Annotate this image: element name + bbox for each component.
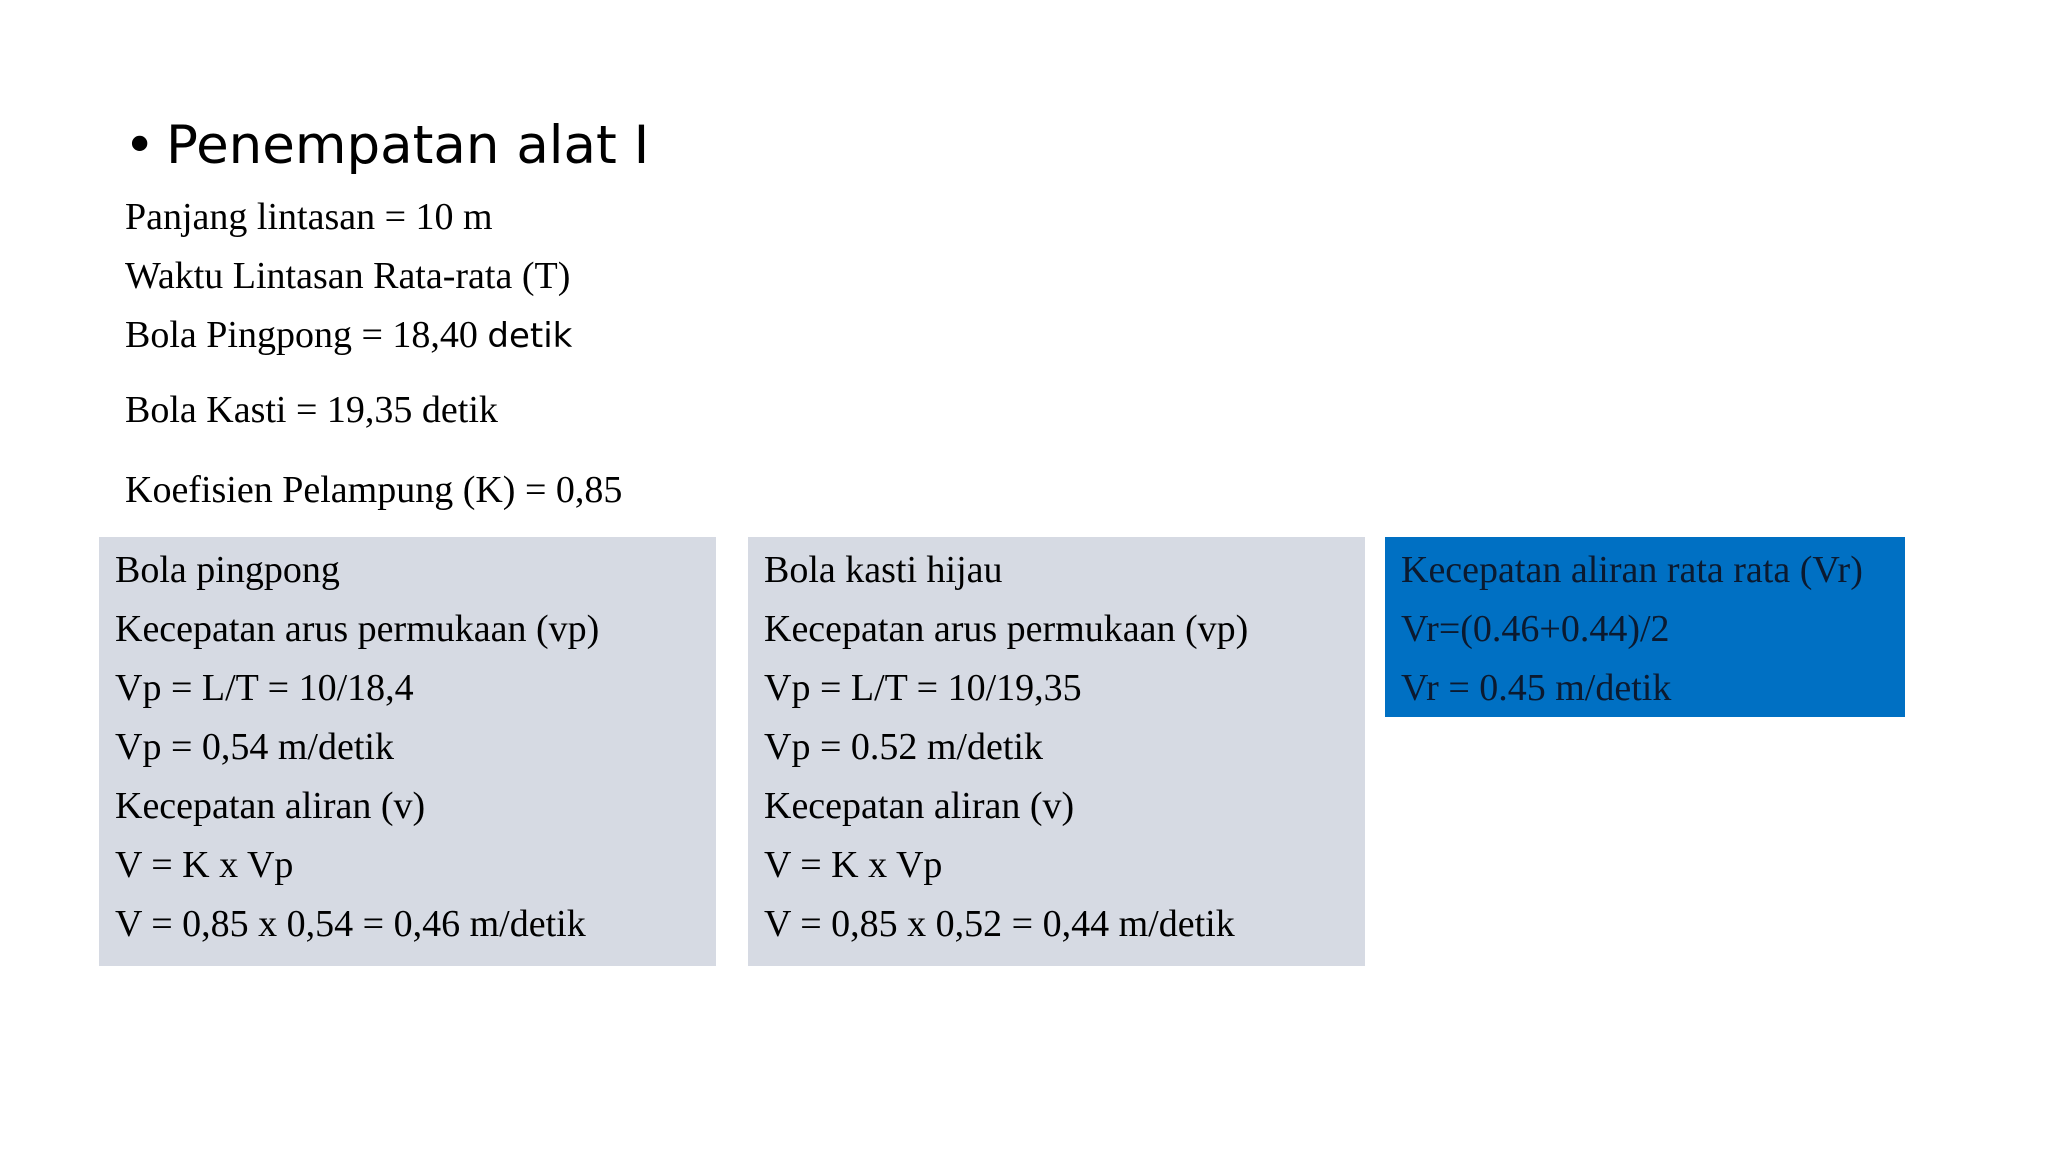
bola-kasti-time: Bola Kasti = 19,35 detik — [125, 389, 498, 431]
title-text: Penempatan alat I — [166, 115, 650, 176]
box-line: Kecepatan aliran (v) — [764, 785, 1075, 827]
bola-pingpong-time — [125, 310, 572, 361]
waktu-lintasan: Waktu Lintasan Rata-rata (T) — [125, 255, 571, 297]
kasti-calculation-box — [748, 537, 1365, 966]
box-line: Vp = L/T = 10/18,4 — [115, 667, 414, 709]
box-line: Kecepatan aliran (v) — [115, 785, 426, 827]
box-line: Kecepatan arus permukaan (vp) — [764, 608, 1249, 650]
box-line: Kecepatan arus permukaan (vp) — [115, 608, 600, 650]
panjang-lintasan: Panjang lintasan = 10 m — [125, 196, 493, 238]
koefisien-pelampung: Koefisien Pelampung (K) = 0,85 — [125, 469, 623, 511]
box-line: V = 0,85 x 0,52 = 0,44 m/detik — [764, 903, 1235, 945]
box-line: Vp = L/T = 10/19,35 — [764, 667, 1082, 709]
bola-pingpong-value: Bola Pingpong = 18,40 — [125, 314, 478, 356]
box-line: Bola pingpong — [115, 549, 340, 591]
box-line: Vr = 0.45 m/detik — [1401, 667, 1672, 709]
box-line: V = K x Vp — [764, 844, 943, 886]
bola-pingpong-unit: detik — [487, 316, 573, 356]
box-line: Kecepatan aliran rata rata (Vr) — [1401, 549, 1863, 591]
bullet-icon: • — [124, 115, 156, 176]
box-line: V = K x Vp — [115, 844, 294, 886]
pingpong-calculation-box — [99, 537, 716, 966]
average-velocity-box — [1385, 537, 1905, 717]
box-line: Vp = 0.52 m/detik — [764, 726, 1043, 768]
slide-title — [124, 108, 649, 184]
box-line: Vp = 0,54 m/detik — [115, 726, 394, 768]
box-line: Bola kasti hijau — [764, 549, 1003, 591]
box-line: Vr=(0.46+0.44)/2 — [1401, 608, 1670, 650]
box-line: V = 0,85 x 0,54 = 0,46 m/detik — [115, 903, 586, 945]
